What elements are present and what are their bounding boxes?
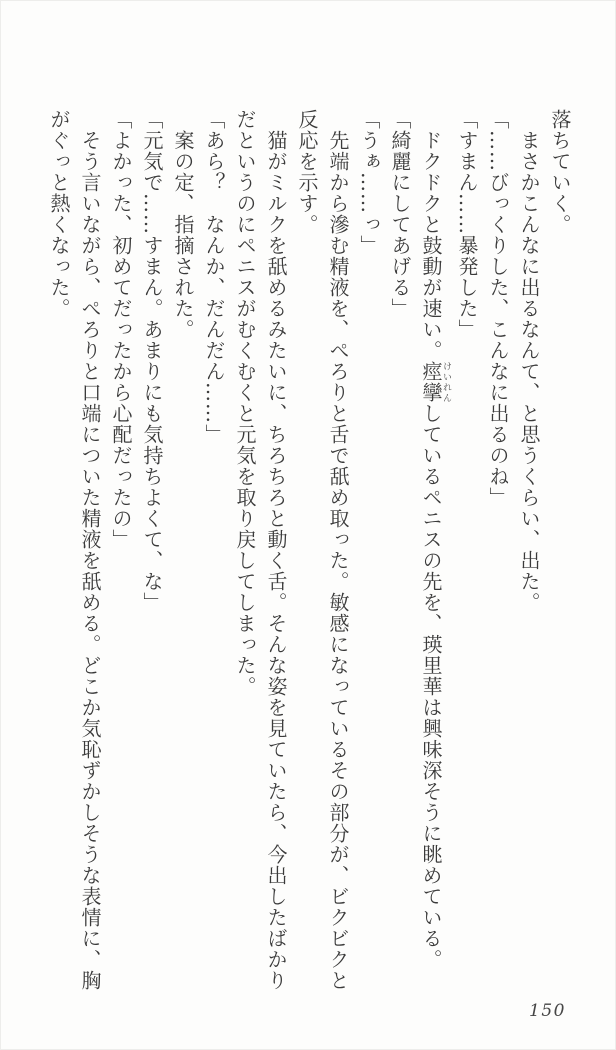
text-column-4: 「すまん……暴発した」 [455,109,479,340]
text-column-12: 「あら？ なんか、だんだん……」 [202,109,226,445]
text-column-9: 反応を示す。 [295,109,319,235]
ruby-text: けいれん [441,361,451,403]
text-column-15: 「よかった、初めてだったから心配だったの」 [109,109,133,550]
text-column-1: 落ちていく。 [548,109,572,235]
text-column-11: だというのにペニスがむくむくと元気を取り戻してしまった。 [233,109,257,697]
text-column-10: 猫がミルクを舐めるみたいに、ちろちろと動く舌。そんな姿を見ていたら、今出したばかり [264,109,288,991]
text-column-14: 「元気で……すまん。あまりにも気持ちよくて、な」 [140,109,164,613]
text-segment: しているペニスの先を、瑛里華は興味深そうに眺めている。 [419,403,443,970]
text-column-17: がぐっと熱くなった。 [47,109,71,319]
page-text [43,109,575,991]
furigana-annotation [419,361,451,403]
text-column-3: 「……びっくりした、こんなに出るのね」 [486,109,510,508]
ruby-base: 痙攣 [419,361,443,403]
text-column-16: そう言いながら、ぺろりと口端についた精液を舐める。どこか気恥ずかしそうな表情に、胸 [78,109,102,991]
text-segment: ドクドクと鼓動が速い。 [419,109,443,361]
page-number: 150 [529,1001,566,1021]
text-column-5 [415,109,451,970]
text-column-8: 先端から滲む精液を、ぺろりと舌で舐め取った。敏感になっているその部分が、ビクビクと [326,109,350,991]
text-column-7: 「うぁ……っ」 [357,109,381,256]
text-column-2: まさかこんなに出るなんて、と思うくらい、出た。 [517,109,541,613]
text-column-13: 案の定、指摘された。 [171,109,195,340]
text-column-6: 「綺麗にしてあげる」 [388,109,412,319]
